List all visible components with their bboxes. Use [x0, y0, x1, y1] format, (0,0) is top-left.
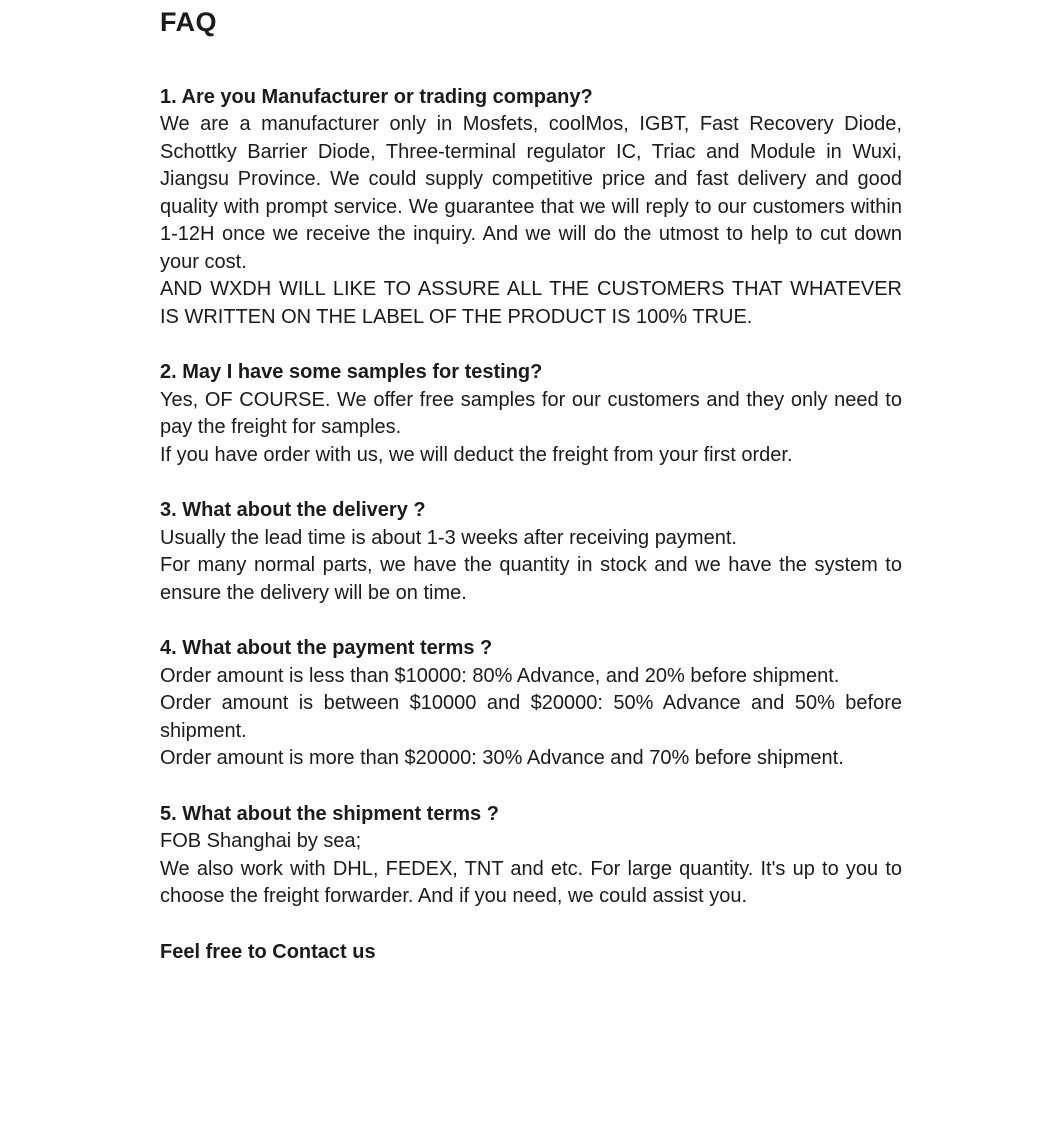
faq-answer-paragraph: For many normal parts, we have the quantity in stock and we have the system to ensure the delivery will be on time. [160, 554, 902, 604]
faq-item-1 [160, 84, 902, 332]
faq-answer-paragraph: Usually the lead time is about 1-3 weeks after receiving payment. [160, 526, 737, 549]
faq-answer-paragraph: FOB Shanghai by sea; [160, 830, 362, 853]
faq-answer-paragraph: AND WXDH WILL LIKE TO ASSURE ALL THE CUSTOMERS THAT WHATEVER IS WRITTEN ON THE LABEL OF THE PRODUCT IS 100% TRUE. [160, 278, 902, 328]
faq-question: 2. May I have some samples for testing? [160, 361, 543, 384]
faq-answer-paragraph: Yes, OF COURSE. We offer free samples for our customers and they only need to pay the freight for samples. [160, 388, 902, 439]
faq-question: 5. What about the shipment terms ? [160, 802, 499, 825]
faq-answer-paragraph: Order amount is more than $20000: 30% Advance and 70% before shipment. [160, 747, 844, 770]
faq-answer-paragraph: We are a manufacturer only in Mosfets, coolMos, IGBT, Fast Recovery Diode, Schottky Barrier Diode, Three-terminal regulator IC, Triac and Module in Wuxi, Jiangsu Province. We could supply competitive price and fast delivery and good quality with prompt service. We guarantee that we will reply to our customers within 1-12H once we receive the inquiry. And we will do the utmost to help to cut down your cost. [160, 113, 902, 273]
page-title: FAQ [160, 7, 218, 37]
faq-question: 1. Are you Manufacturer or trading company? [160, 85, 593, 108]
faq-item-5 [160, 801, 902, 911]
faq-item-4 [160, 635, 902, 773]
contact-us-heading: Feel free to Contact us [160, 940, 376, 963]
faq-answer-paragraph: Order amount is between $10000 and $20000: 50% Advance and 50% before shipment. [160, 692, 902, 742]
faq-answer-paragraph: If you have order with us, we will deduct the freight from your first order. [160, 443, 793, 466]
faq-answer-paragraph: We also work with DHL, FEDEX, TNT and etc. For large quantity. It's up to you to choose the freight forwarder. And if you need, we could assist you. [160, 857, 902, 908]
faq-answer-paragraph: Order amount is less than $10000: 80% Advance, and 20% before shipment. [160, 664, 840, 687]
faq-item-3 [160, 497, 902, 607]
faq-item-2 [160, 359, 902, 469]
faq-question: 4. What about the payment terms ? [160, 637, 493, 660]
faq-question: 3. What about the delivery ? [160, 499, 426, 522]
